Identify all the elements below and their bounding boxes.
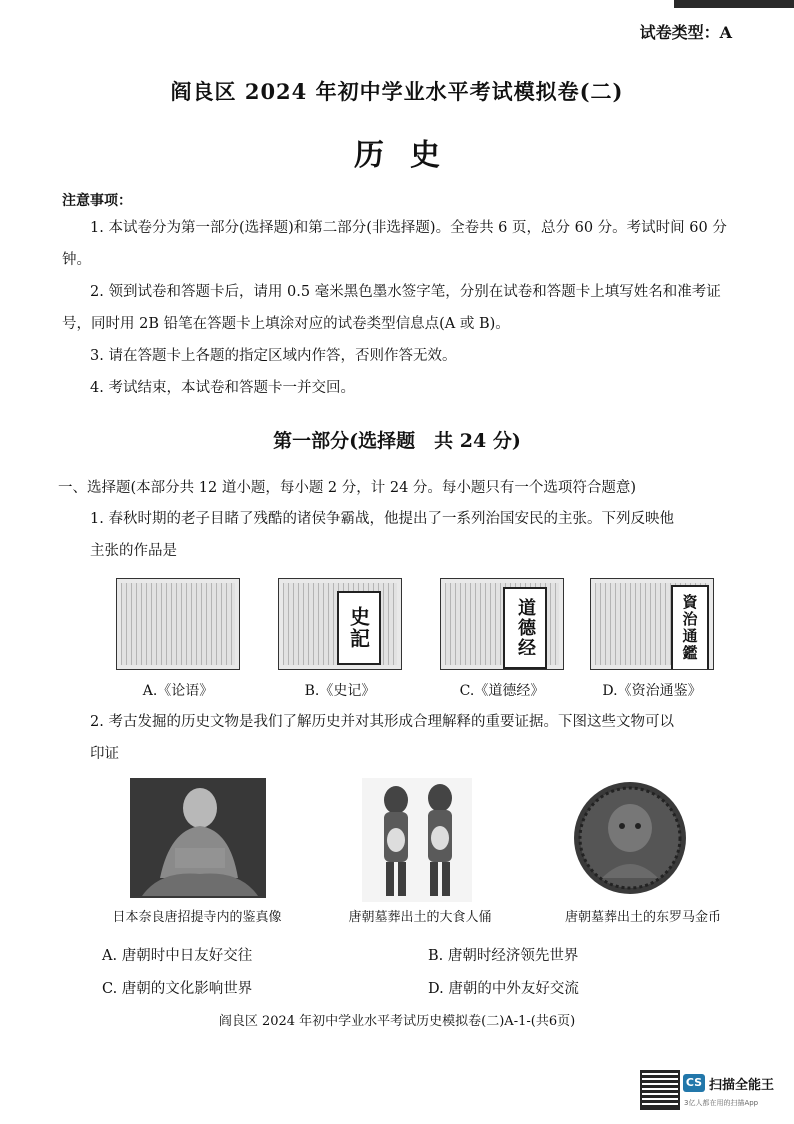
page-footer: 阎良区 2024 年初中学业水平考试历史模拟卷(二)A-1-(共6页) — [218, 1014, 576, 1029]
q1-option-d: D.《资治通鉴》 — [602, 683, 702, 699]
notice-item-4: 4. 考试结束，本试卷和答题卡一并交回。 — [90, 380, 355, 396]
arab-figurine-photo — [362, 778, 472, 902]
subject-title: 历史 — [354, 138, 466, 173]
camscanner-tagline: 3亿人都在用的扫描App — [684, 1099, 759, 1107]
notice-heading: 注意事项： — [62, 193, 132, 209]
byzantine-coin-photo — [568, 778, 692, 898]
q1-stem-line2: 主张的作品是 — [90, 543, 177, 559]
top-dark-strip — [674, 0, 794, 8]
book-image-daodejing — [440, 578, 564, 670]
q2-caption-figurine: 唐朝墓葬出土的大食人俑 — [348, 910, 492, 925]
notice-item-3: 3. 请在答题卡上各题的指定区域内作答，否则作答无效。 — [90, 348, 457, 364]
paper-type-label: 试卷类型：A — [639, 23, 732, 42]
book-cover-title-zizhitongjian: 資治通鑑 — [671, 585, 709, 670]
book-image-zizhitongjian — [590, 578, 714, 670]
book-cover-title-daodejing: 道德经 — [503, 587, 547, 669]
q2-option-b: B. 唐朝时经济领先世界 — [428, 948, 579, 964]
q2-caption-coin: 唐朝墓葬出土的东罗马金币 — [564, 910, 721, 925]
section-heading: 一、选择题(本部分共 12 道小题，每小题 2 分，计 24 分。每小题只有一个选项符合题意) — [58, 480, 637, 496]
book-image-lunyu — [116, 578, 240, 670]
q1-stem-line1: 1. 春秋时期的老子目睹了残酷的诸侯争霸战，他提出了一系列治国安民的主张。下列反映他 — [90, 511, 674, 527]
book-cover-title-shiji: 史記 — [337, 591, 381, 665]
camscanner-logo: CS — [683, 1074, 705, 1092]
q1-option-c: C.《道德经》 — [459, 683, 545, 699]
q2-option-c: C. 唐朝的文化影响世界 — [102, 981, 253, 997]
camscanner-name: 扫描全能王 — [709, 1078, 775, 1093]
notice-item-2: 2. 领到试卷和答题卡后，请用 0.5 毫米黑色墨水签字笔，分别在试卷和答题卡上填写姓名和准考证号，同时用 2B 铅笔在答题卡上填涂对应的试卷类型信息点(A 或 B)。 — [62, 284, 721, 332]
q2-stem-line2: 印证 — [90, 746, 119, 762]
book-image-shiji — [278, 578, 402, 670]
q2-option-a: A. 唐朝时中日友好交往 — [102, 948, 253, 964]
q2-stem-line1: 2. 考古发掘的历史文物是我们了解历史并对其形成合理解释的重要证据。下图这些文物可以 — [90, 714, 674, 730]
q2-caption-jianzhen: 日本奈良唐招提寺内的鉴真像 — [112, 910, 282, 925]
notice-item-1: 1. 本试卷分为第一部分(选择题)和第二部分(非选择题)。全卷共 6 页，总分 60 分。考试时间 60 分钟。 — [62, 220, 727, 268]
part1-heading: 第一部分(选择题 共 24 分) — [273, 430, 521, 452]
jianzhen-statue-photo — [130, 778, 266, 898]
q1-option-b: B.《史记》 — [304, 683, 376, 699]
q2-option-d: D. 唐朝的中外友好交流 — [428, 981, 579, 997]
qr-code — [640, 1070, 680, 1110]
exam-title: 阎良区 2024 年初中学业水平考试模拟卷(二) — [170, 79, 624, 104]
q1-option-a: A.《论语》 — [142, 683, 214, 699]
